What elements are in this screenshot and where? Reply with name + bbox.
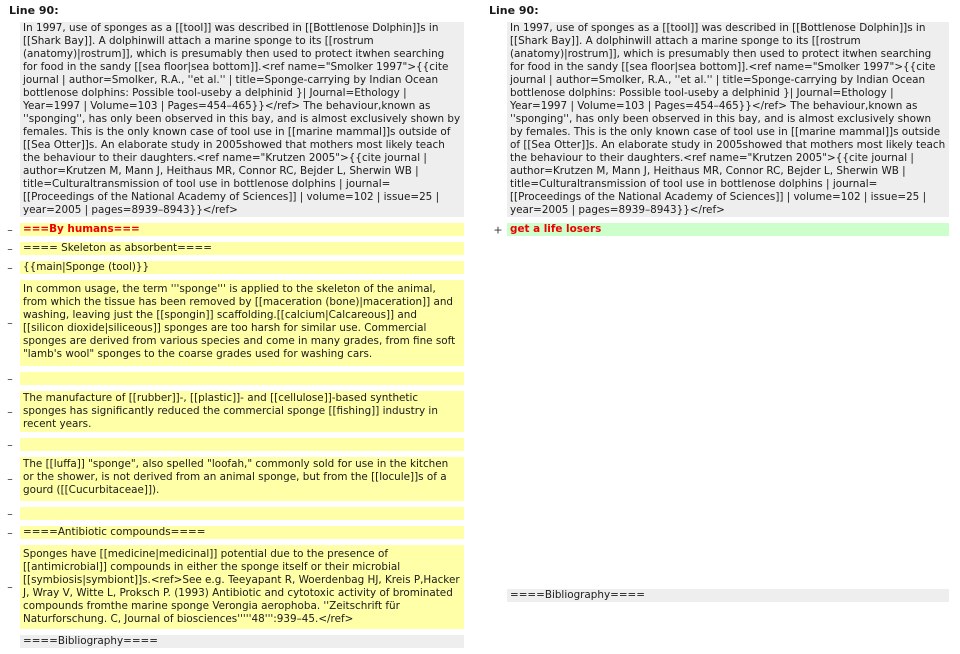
context-text: In 1997, use of sponges as a [[tool]] was described in [[Bottlenose Dolphin]]s in [[Shark Bay]]. A dolphinwill attach a marine sponge to its [[rostrum (anatomy)|rostrum]], which is presumably then used to protect itwhen searching for food in the sandy [[sea floor|sea bottom]].<ref name="Smolker 1997">{{cite journal | author=Smolker, R.A., ''et al.'' | title=Sponge-carrying by Indian Ocean bottlenose dolphins: Possible tool-useby a delphinid }| Journal=Ethology | Year=1997 | Volume=103 | Pages=454–465}}</ref> The behaviour,known as ''sponging'', has only been observed in this bay, and is almost exclusively shown by females. This is the only known case of tool use in [[marine mammal]]s outside of [[Sea Otter]]s. An elaborate study in 2005showed that mothers most likely teach the behaviour to their daughters.<ref name="Krutzen 2005">{{cite journal | author=Krutzen M, Mann J, Heithaus MR, Connor RC, Bejder L, Sherwin WB | title=Culturaltransmission of tool use in bottlenose dolphins | journal=[[Proceedings of the National Academy of Sciences]] | volume=102 | issue=25 | year=2005 | pages=8939–8943}}</ref> — [20, 22, 464, 217]
context-row-bottom-right — [488, 589, 949, 602]
context-text: ====Bibliography==== — [507, 589, 949, 602]
deleted-row — [0, 223, 468, 236]
diff-left-column — [0, 0, 468, 654]
context-text: ====Bibliography==== — [20, 635, 464, 648]
deleted-row — [0, 242, 468, 255]
context-text: In 1997, use of sponges as a [[tool]] was described in [[Bottlenose Dolphin]]s in [[Shark Bay]]. A dolphinwill attach a marine sponge to its [[rostrum (anatomy)|rostrum]], which is presumably then used to protect itwhen searching for food in the sandy [[sea floor|sea bottom]].<ref name="Smolker 1997">{{cite journal | author=Smolker, R.A., ''et al.'' | title=Sponge-carrying by Indian Ocean bottlenose dolphins: Possible tool-useby a delphinid }| Journal=Ethology | Year=1997 | Volume=103 | Pages=454–465}}</ref> The behaviour,known as ''sponging'', has only been observed in this bay, and is almost exclusively shown by females. This is the only known case of tool use in [[marine mammal]]s outside of [[Sea Otter]]s. An elaborate study in 2005showed that mothers most likely teach the behaviour to their daughters.<ref name="Krutzen 2005">{{cite journal | author=Krutzen M, Mann J, Heithaus MR, Connor RC, Bejder L, Sherwin WB | title=Culturaltransmission of tool use in bottlenose dolphins | journal=[[Proceedings of the National Academy of Sciences]] | volume=102 | issue=25 | year=2005 | pages=8939–8943}}</ref> — [507, 22, 949, 217]
deleted-text: The manufacture of [[rubber]]-, [[plastic]]- and [[cellulose]]-based synthetic sponges has significantly reduced the commercial sponge [[fishing]] industry in recent years. — [20, 391, 464, 432]
deleted-row — [0, 391, 468, 432]
deleted-text — [20, 372, 464, 385]
context-row-top-left — [0, 22, 468, 217]
deleted-marker: – — [7, 223, 13, 236]
deleted-text: ==== Skeleton as absorbent==== — [20, 242, 464, 255]
context-row-top-right — [488, 22, 960, 217]
line-number-label-left: Line 90: — [9, 4, 59, 17]
deleted-text: ===By humans=== — [20, 223, 464, 236]
deleted-text — [20, 507, 464, 520]
deleted-row — [0, 372, 468, 385]
deleted-marker: – — [7, 438, 13, 451]
deleted-marker: – — [7, 472, 13, 486]
deleted-row — [0, 280, 468, 366]
deleted-marker: – — [7, 580, 13, 594]
deleted-row — [0, 261, 468, 274]
deleted-marker: – — [7, 405, 13, 418]
deleted-marker: – — [7, 526, 13, 539]
line-number-label-right: Line 90: — [489, 4, 539, 17]
deleted-text: ====Antibiotic compounds==== — [20, 526, 464, 539]
deleted-text: Sponges have [[medicine|medicinal]] potential due to the presence of [[antimicrobial]] compounds in either the sponge itself or their microbial [[symbiosis|symbiont]]s.<ref>See e.g. Teeyapant R, Woerdenbag HJ, Kreis P,Hacker J, Wray V, Witte L, Proksch P. (1993) Antibiotic and cytotoxic activity of brominated compounds fromthe marine sponge Verongia aerophoba. ''Zeitschrift für Naturforschung. C, Journal of biosciences'''''48''':939–45.</ref> — [20, 545, 464, 629]
deleted-row — [0, 457, 468, 501]
context-row-bottom-left — [0, 635, 468, 648]
deleted-row — [0, 545, 468, 629]
deleted-row — [0, 526, 468, 539]
deleted-text — [20, 438, 464, 451]
deleted-marker: – — [7, 507, 13, 520]
deleted-text: {{main|Sponge (tool)}} — [20, 261, 464, 274]
deleted-marker: – — [7, 242, 13, 255]
deleted-text: The [[luffa]] "sponge", also spelled "loofah," commonly sold for use in the kitchen or the shower, is not derived from an animal sponge, but from the [[locule]]s of a gourd ([[Cucurbitaceae]]). — [20, 457, 464, 501]
deleted-marker: – — [7, 316, 13, 330]
inserted-text: get a life losers — [507, 223, 949, 236]
inserted-marker: + — [493, 223, 503, 236]
deleted-row — [0, 438, 468, 451]
diff-right-column — [488, 0, 960, 601]
inserted-row — [488, 223, 960, 236]
deleted-marker: – — [7, 372, 13, 385]
deleted-marker: – — [7, 261, 13, 274]
deleted-row — [0, 507, 468, 520]
deleted-text: In common usage, the term '''sponge''' is applied to the skeleton of the animal, from which the tissue has been removed by [[maceration (bone)|maceration]] and washing, leaving just the [[spongin]] scaffolding.[[calcium|Calcareous]] and [[silicon dioxide|siliceous]] sponges are too harsh for similar use. Commercial sponges are derived from various species and come in many grades, from fine soft "lamb's wool" sponges to the coarse grades used for washing cars. — [20, 280, 464, 366]
